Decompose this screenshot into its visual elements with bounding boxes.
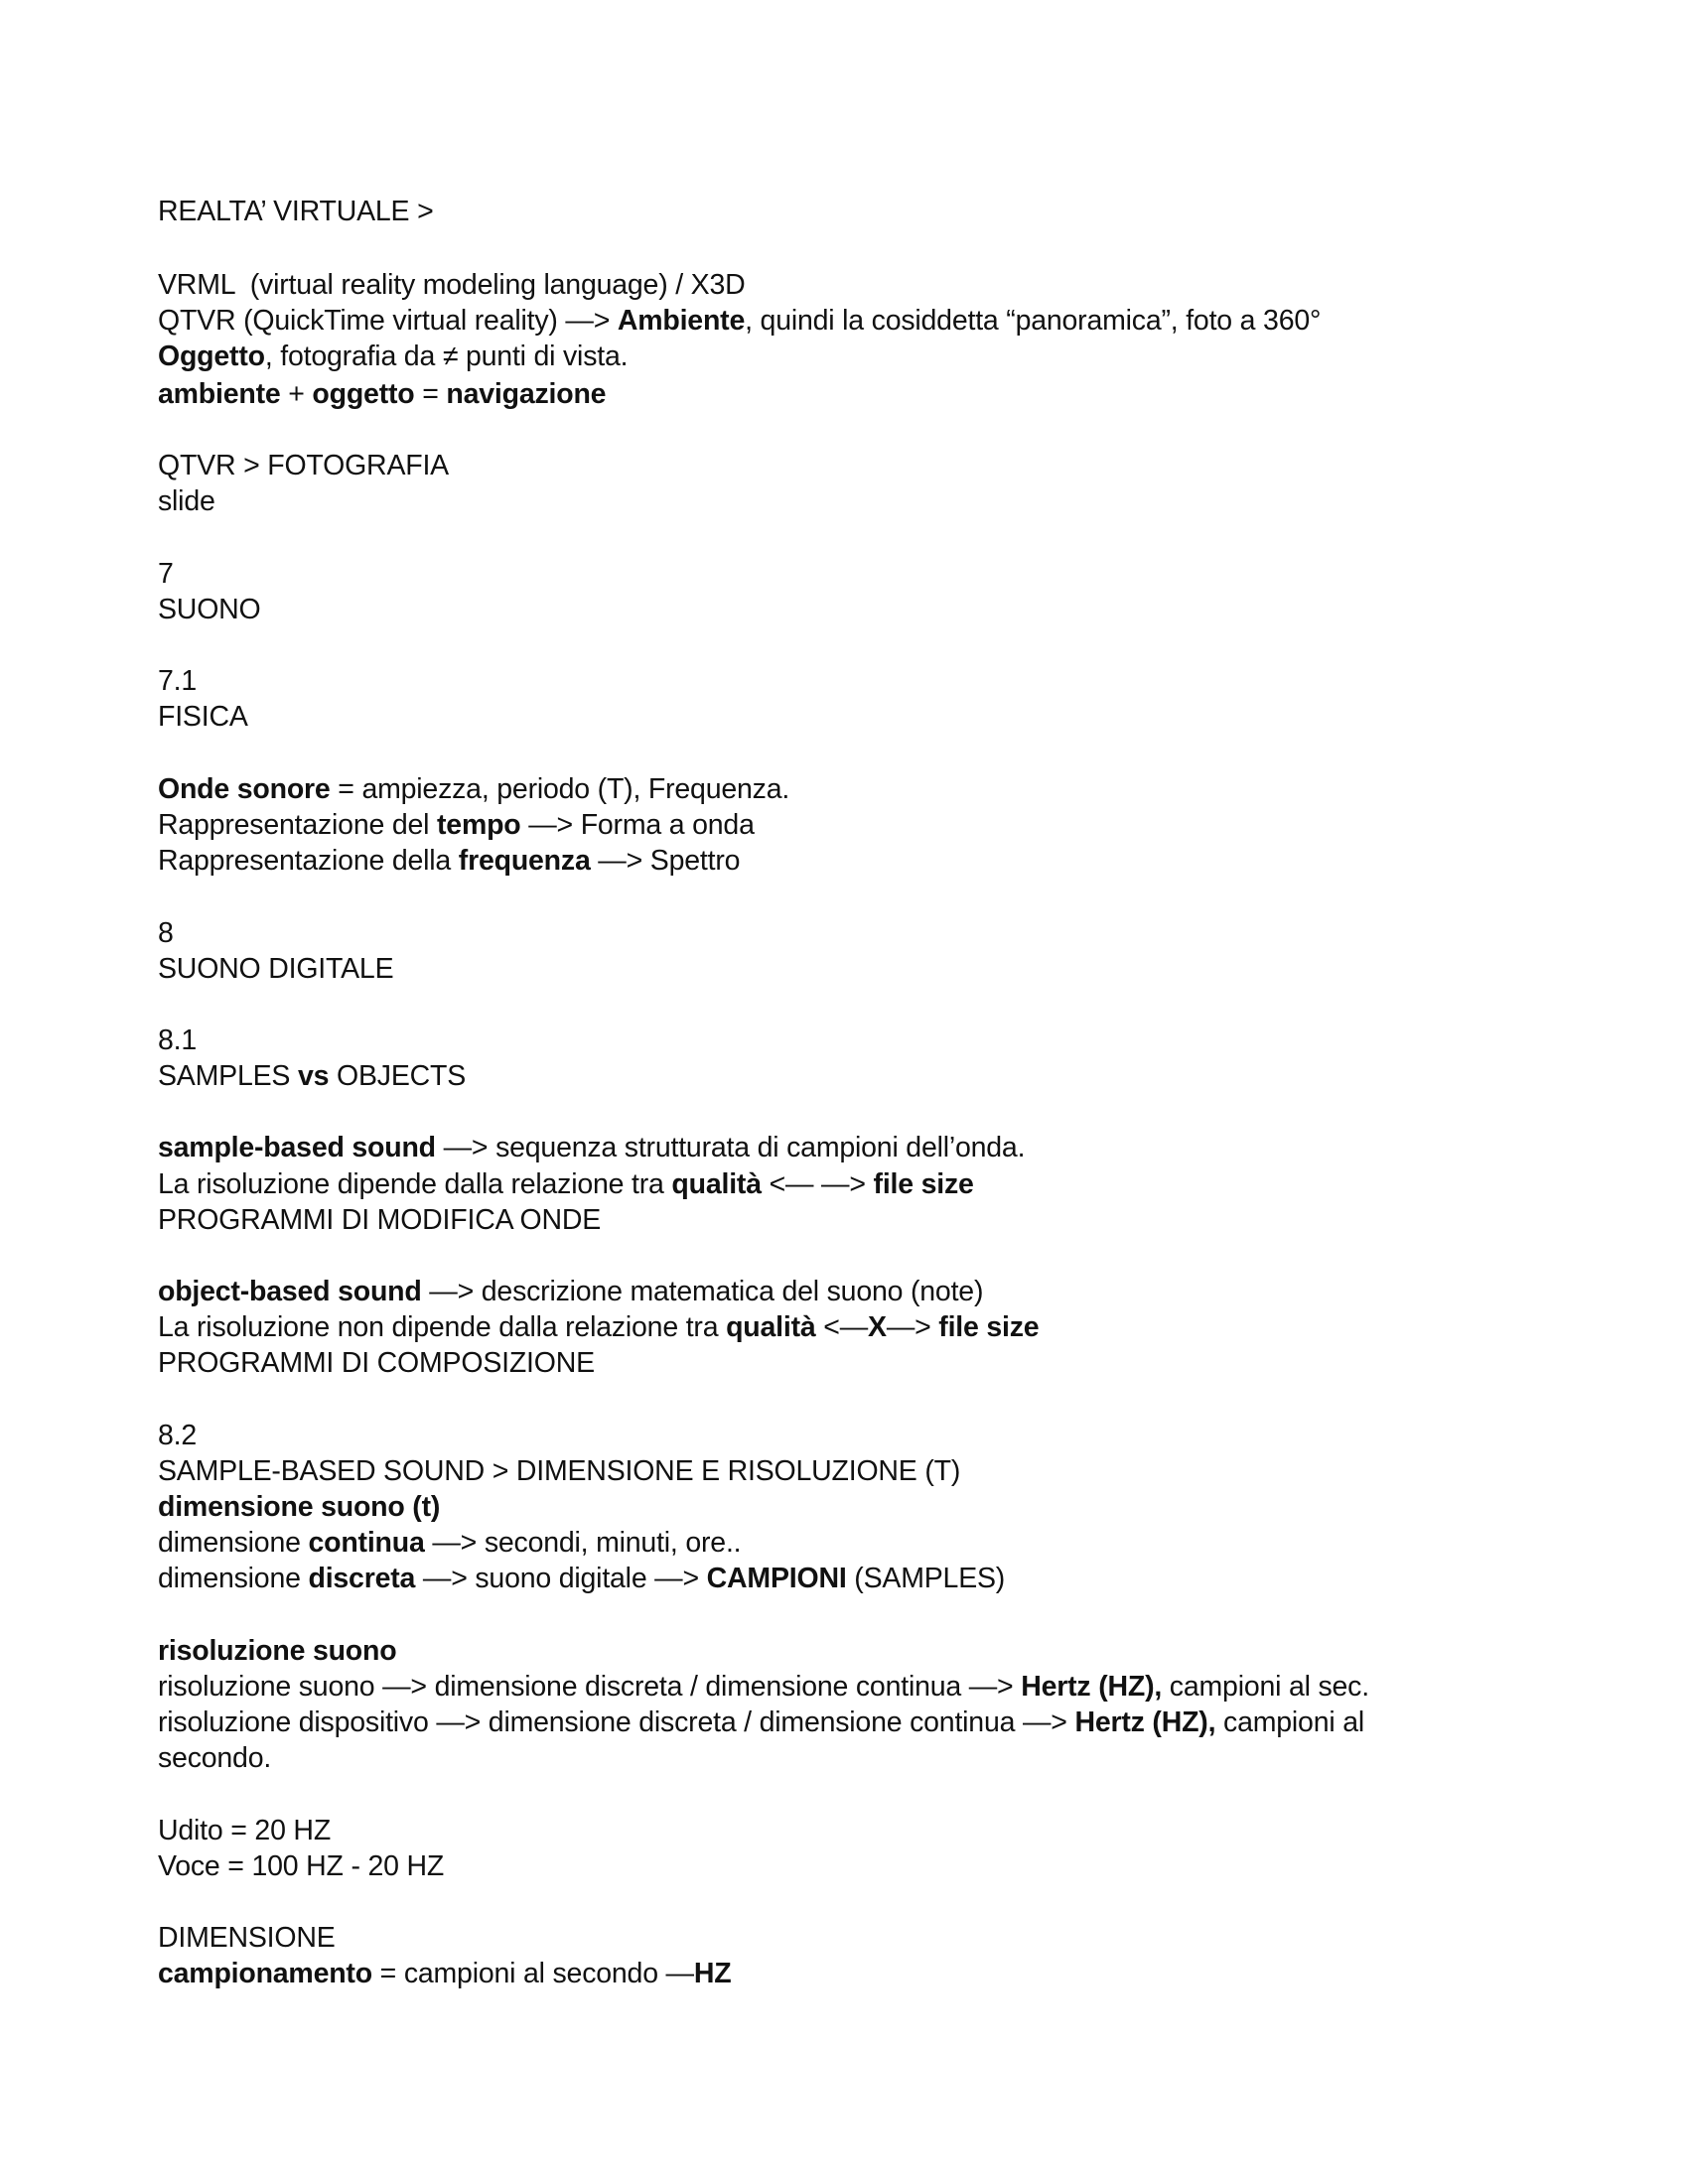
text: risoluzione suono —> dimensione discreta / dimensione continua —> <box>158 1671 1022 1703</box>
text-line <box>158 1814 331 1847</box>
text-line <box>158 808 755 842</box>
text: SAMPLES <box>158 1060 298 1092</box>
text-line <box>158 1490 440 1524</box>
text-line <box>158 1706 1364 1739</box>
text-line <box>158 1419 197 1452</box>
text: campioni al sec. <box>1162 1671 1369 1703</box>
text-line <box>158 484 215 518</box>
bold-text: oggetto <box>312 378 415 410</box>
text-line <box>158 593 261 626</box>
text: = campioni al secondo — <box>371 1958 694 1989</box>
bold-text: tempo <box>437 809 521 841</box>
text: La risoluzione non dipende dalla relazione tra <box>158 1311 727 1343</box>
text: —> Forma a onda <box>520 809 755 841</box>
text-line <box>158 664 197 698</box>
text: Rappresentazione della <box>158 845 459 877</box>
text: —> descrizione matematica del suono (note) <box>421 1276 984 1307</box>
text: SAMPLE-BASED SOUND > DIMENSIONE E RISOLUZIONE (T) <box>158 1455 961 1487</box>
text: PROGRAMMI DI COMPOSIZIONE <box>158 1347 595 1379</box>
text-line <box>158 557 174 591</box>
text-line <box>158 700 248 734</box>
bold-text: CAMPIONI <box>706 1563 847 1594</box>
bold-text: qualità <box>671 1168 762 1200</box>
bold-text: vs <box>297 1060 330 1092</box>
text-line <box>158 1203 601 1237</box>
text: —> secondi, minuti, ore.. <box>424 1527 742 1559</box>
text: QTVR (QuickTime virtual reality) —> <box>158 305 618 337</box>
text: SUONO DIGITALE <box>158 953 394 985</box>
text: Voce = 100 HZ - 20 HZ <box>158 1850 445 1882</box>
text: <— <box>815 1311 869 1343</box>
text: VRML (virtual reality modeling language) / X3D <box>158 269 746 301</box>
text: QTVR > FOTOGRAFIA <box>158 450 449 481</box>
bold-text: ambiente <box>158 378 281 410</box>
text-line <box>158 1167 974 1201</box>
bold-text: Ambiente <box>617 305 746 337</box>
bold-text: X <box>868 1311 887 1343</box>
text-line <box>158 1024 197 1057</box>
text-line <box>158 1562 1005 1595</box>
text-line <box>158 449 449 482</box>
text-line <box>158 1275 983 1308</box>
text: PROGRAMMI DI MODIFICA ONDE <box>158 1204 602 1236</box>
text-line <box>158 844 740 878</box>
bold-text: risoluzione suono <box>158 1635 397 1667</box>
text: 8 <box>158 917 174 949</box>
bold-text: Hertz (HZ), <box>1021 1671 1163 1703</box>
text-line <box>158 952 393 986</box>
text: = ampiezza, periodo (T), Frequenza. <box>330 773 790 805</box>
text-line <box>158 1310 1039 1344</box>
text-line <box>158 1346 595 1380</box>
bold-text: frequenza <box>458 845 591 877</box>
text: —> sequenza strutturata di campioni dell’onda. <box>435 1132 1026 1163</box>
bold-text: campionamento <box>158 1958 372 1989</box>
text: , fotografia da ≠ punti di vista. <box>264 341 629 372</box>
text: La risoluzione dipende dalla relazione tra <box>158 1168 672 1200</box>
text: —> <box>886 1311 939 1343</box>
bold-text: file size <box>938 1311 1040 1343</box>
bold-text: file size <box>873 1168 974 1200</box>
text: secondo. <box>158 1742 272 1774</box>
text-line <box>158 1921 336 1955</box>
text: REALTA’ VIRTUALE > <box>158 196 434 227</box>
text: campioni al <box>1215 1706 1364 1738</box>
text: —> Spettro <box>590 845 741 877</box>
text: FISICA <box>158 701 248 733</box>
bold-text: dimensione suono (t) <box>158 1491 441 1523</box>
text: SUONO <box>158 594 261 625</box>
text: OBJECTS <box>329 1060 467 1092</box>
text-line <box>158 1957 731 1990</box>
text: , quindi la cosiddetta “panoramica”, foto a 360° <box>745 305 1322 337</box>
text-line <box>158 268 745 302</box>
text: 8.1 <box>158 1024 198 1056</box>
text-line <box>158 1849 444 1883</box>
text: risoluzione dispositivo —> dimensione discreta / dimensione continua —> <box>158 1706 1075 1738</box>
bold-text: object-based sound <box>158 1276 422 1307</box>
text: —> suono digitale —> <box>415 1563 707 1594</box>
bold-text: Onde sonore <box>158 773 331 805</box>
text-line <box>158 772 789 806</box>
bold-text: Oggetto <box>158 341 265 372</box>
text-line <box>158 1131 1025 1164</box>
text: (SAMPLES) <box>846 1563 1006 1594</box>
text-line <box>158 1526 741 1560</box>
text: <— —> <box>761 1168 874 1200</box>
text-line <box>158 377 606 411</box>
text-line <box>158 1454 960 1488</box>
text: Udito = 20 HZ <box>158 1815 332 1846</box>
text: dimensione <box>158 1563 309 1594</box>
text-line <box>158 1634 396 1668</box>
text-line <box>158 195 434 228</box>
bold-text: discreta <box>308 1563 416 1594</box>
text: = <box>414 378 447 410</box>
text: DIMENSIONE <box>158 1922 336 1954</box>
text-line <box>158 340 628 373</box>
text: 7 <box>158 558 174 590</box>
text-line <box>158 916 174 950</box>
text: Rappresentazione del <box>158 809 437 841</box>
text: 7.1 <box>158 665 198 697</box>
text: 8.2 <box>158 1420 198 1451</box>
bold-text: qualità <box>726 1311 816 1343</box>
bold-text: HZ <box>693 1958 732 1989</box>
bold-text: continua <box>308 1527 425 1559</box>
text-line <box>158 1741 271 1775</box>
text: slide <box>158 485 215 517</box>
text-line <box>158 304 1321 338</box>
text-line <box>158 1059 466 1093</box>
text: + <box>280 378 313 410</box>
bold-text: navigazione <box>446 378 607 410</box>
text-line <box>158 1670 1369 1704</box>
bold-text: sample-based sound <box>158 1132 436 1163</box>
text: dimensione <box>158 1527 309 1559</box>
bold-text: Hertz (HZ), <box>1074 1706 1216 1738</box>
